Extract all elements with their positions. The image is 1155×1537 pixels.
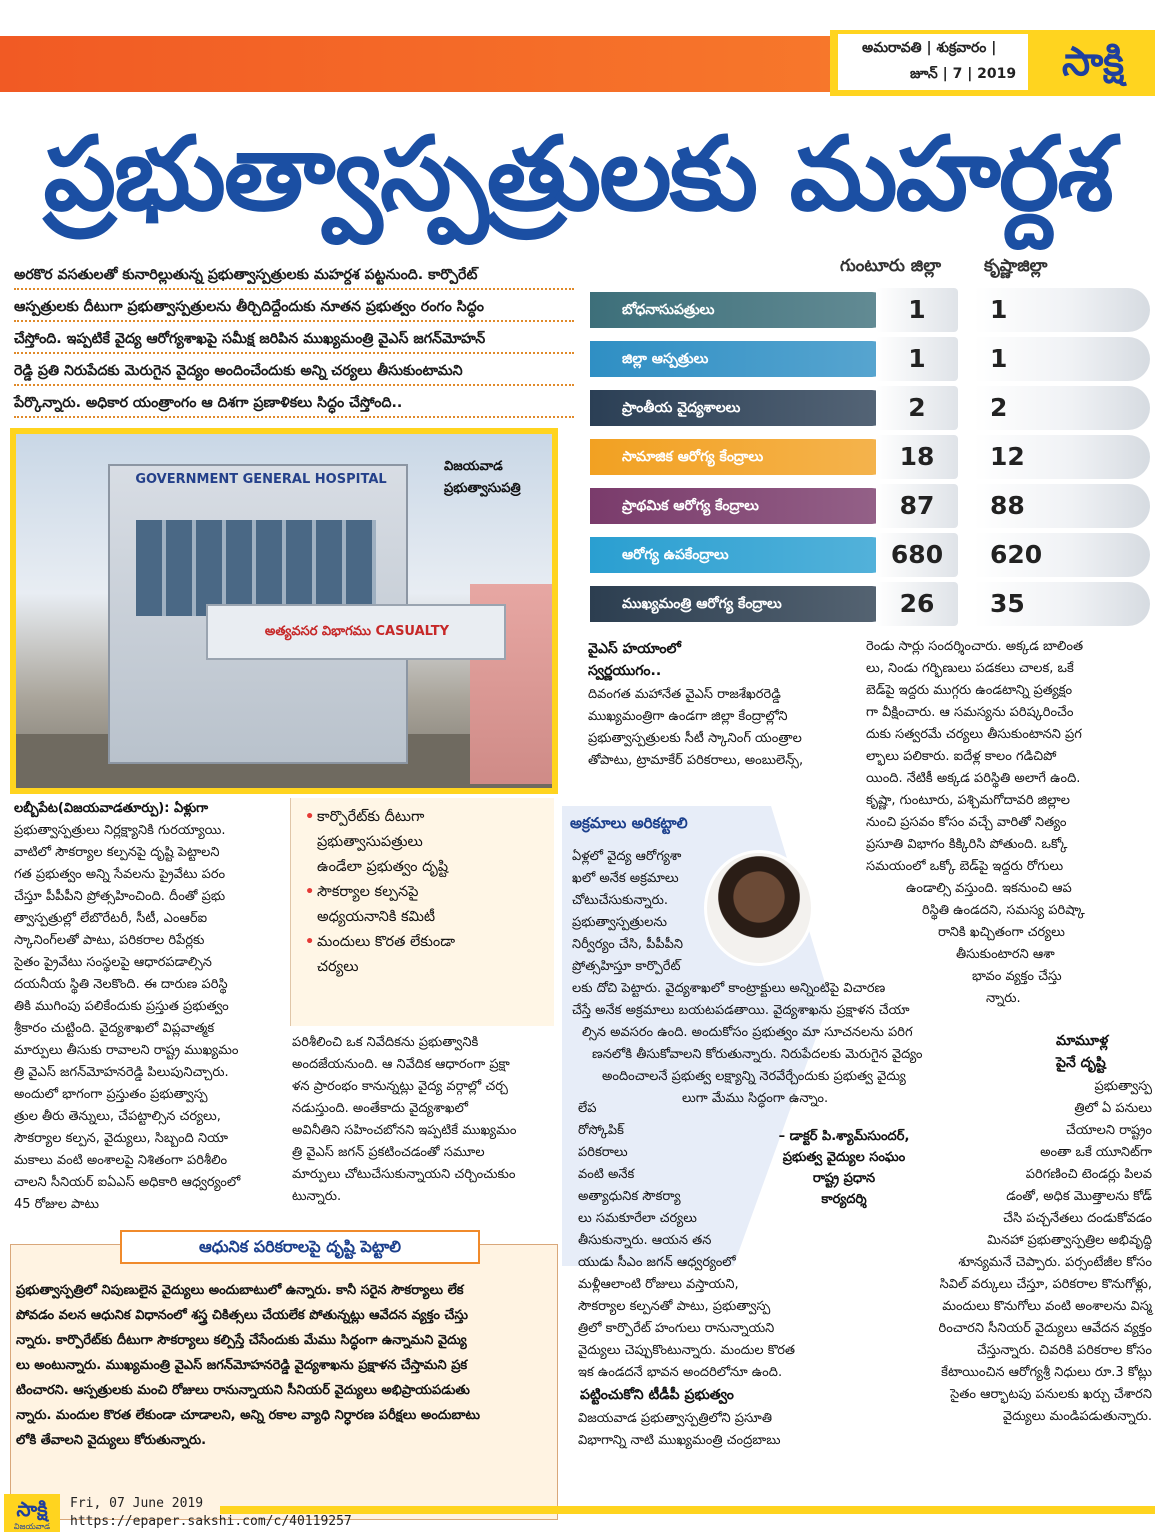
text-line: రోస్కోపిక్ xyxy=(578,1123,624,1138)
hospital-photo-frame xyxy=(10,428,558,794)
table-row xyxy=(586,386,1152,430)
highlight-text: ప్రభుత్వాసుపత్రులు xyxy=(317,834,423,850)
highlight-text: కార్పొరేట్‌కు దీటుగా xyxy=(317,809,425,825)
text-line: త్రుల తీరు తెన్నులు, చేపట్టాల్సిన చర్యలు, xyxy=(14,1109,221,1124)
article-column-right-b-lower xyxy=(852,1076,1152,1428)
highlight-text: అధ్యయనానికి కమిటీ xyxy=(317,909,436,925)
text-line: ప్రసూతి విభాగం కిక్కిరిసి పోతుంది. ఒక్కో xyxy=(866,837,1068,852)
text-line: లకు దోచి పెట్టారు. వైద్యశాఖలో కాంట్రాక్టులు అన్నింటిపై విచారణ xyxy=(572,981,886,996)
intro-line: రెడ్డి ప్రతి నిరుపేదకు మెరుగైన వైద్యం అందించేందుకు అన్ని చర్యలు తీసుకుంటామని xyxy=(14,358,574,386)
bullet-dot-icon: • xyxy=(305,884,315,900)
interview-text-wide xyxy=(572,1000,923,1110)
krishna-value: 2 xyxy=(974,386,1150,430)
article-column-right-a-lower xyxy=(572,1098,872,1384)
row-label: జిల్లా ఆస్పత్రులు xyxy=(590,341,890,377)
highlight-text: మందులు కొరత లేకుండా xyxy=(317,934,455,950)
text-line: త్రిలో ఏ పనులు xyxy=(1074,1101,1152,1116)
highlight-line xyxy=(305,831,544,854)
text-line: సౌకర్యాల కల్పనతో పాటు, ప్రభుత్వాస్ప xyxy=(578,1299,771,1314)
signature-line: – డాక్టర్ పి.శ్యామ్‌సుందర్, xyxy=(778,1129,910,1144)
text-line: వంటి అనేక xyxy=(578,1167,635,1182)
guntur-value: 680 xyxy=(876,533,958,577)
edition-date-line1: అమరావతి | శుక్రవారం | xyxy=(862,40,997,56)
text-line: ఏళ్లలో వైద్య ఆరోగ్యశా xyxy=(572,849,682,864)
highlight-text: చర్యలు xyxy=(317,959,359,975)
text-line: కృష్ణా, గుంటూరు, పశ్చిమగోదావరి జిల్లాల xyxy=(866,793,1071,808)
article-column-right-a-end xyxy=(578,1408,868,1452)
signature-line: కార్యదర్శి xyxy=(821,1192,867,1207)
highlight-line xyxy=(305,931,544,954)
text-line: చేసి పచ్చనేతలు దండుకోవడం xyxy=(1003,1211,1152,1226)
text-line: రించారని సీనియర్ వైద్యులు ఆవేదన వ్యక్తం xyxy=(938,1321,1152,1336)
text-line: పోవడం వలన ఆధునిక విధానంలో శస్త్ర చికిత్సలు చేయలేక పోతున్నట్లు ఆవేదన వ్యక్తం చేస్తు xyxy=(16,1308,469,1323)
signature-line: ప్రభుత్వ వైద్యుల సంఘం xyxy=(782,1150,906,1165)
footer-date: Fri, 07 June 2019 xyxy=(70,1496,204,1511)
row-label: ముఖ్యమంత్రి ఆరోగ్య కేంద్రాలు xyxy=(590,586,890,622)
guntur-value: 26 xyxy=(876,582,958,626)
text-line: యుడు సీఎం జగన్ ఆధ్వర్యంలో xyxy=(578,1255,736,1270)
row-label: ప్రాథమిక ఆరోగ్య కేంద్రాలు xyxy=(590,488,890,524)
krishna-value: 1 xyxy=(974,288,1150,332)
signature-line: రాష్ట్ర ప్రధాన xyxy=(812,1171,876,1186)
footer-yellow-bar xyxy=(220,1506,1155,1514)
epaper-link[interactable]: https://epaper.sakshi.com/c/40119257 xyxy=(70,1514,352,1529)
masthead xyxy=(0,0,1155,96)
subhead-tdp: పట్టించుకోని టీడీపీ ప్రభుత్వం xyxy=(580,1387,734,1403)
photo-building-windows xyxy=(136,520,376,616)
table-row xyxy=(586,435,1152,479)
row-label: బోధనాసుపత్రులు xyxy=(590,292,890,328)
text-line: నడుస్తుంది. అంతేకాదు వైద్యశాఖలో xyxy=(292,1101,469,1116)
text-line: న్నారు. కార్పొరేట్‌కు దీటుగా సౌకర్యాలు కల్పిస్తే చేసేందుకు మేము సిద్ధంగా ఉన్నామని వైద్యు xyxy=(16,1333,467,1348)
page-headline: ప్రభుత్వాస్పత్రులకు మహర్దశ xyxy=(43,114,1112,234)
hospital-photo xyxy=(16,434,552,788)
text-line: రానికి ఖచ్చితంగా చర్యలు xyxy=(938,925,1065,940)
text-line: ఉండాల్సి వస్తుంది. ఇకనుంచి ఆప xyxy=(906,881,1072,896)
highlight-text: సౌకర్యాల కల్పనపై xyxy=(317,884,419,900)
text-line: సైతం ఆర్భాటపు పనులకు ఖర్చు చేశారని xyxy=(950,1387,1152,1402)
subhead-ys-era xyxy=(588,638,681,682)
text-line: దుకు సత్వరమే చర్యలు తీసుకుంటానని ప్రగ xyxy=(866,727,1082,742)
text-line: తికి ముగింపు పలికేందుకు ప్రస్తుత ప్రభుత్వం xyxy=(14,999,229,1014)
highlight-line xyxy=(305,906,544,929)
article-column-right-a xyxy=(588,684,864,772)
text-line: మినహా ప్రభుత్వాస్పత్రిల అభివృద్ధి xyxy=(987,1233,1152,1248)
highlight-item xyxy=(305,806,544,879)
text-line: తోపాటు, ట్రామాకేర్ పరికరాలు, అంబులెన్స్, xyxy=(588,753,804,768)
text-line: న్నారు. xyxy=(986,991,1021,1006)
text-line: లేప xyxy=(578,1101,597,1116)
text-line: ముఖ్యమంత్రిగా ఉండగా జిల్లా కేంద్రాల్లోని xyxy=(588,709,788,724)
text-line: గా వీక్షించారు. ఆ సమస్యను పరిష్కరించేం xyxy=(866,705,1074,720)
text-line: ఖలో అనేక అక్రమాలు xyxy=(572,871,679,886)
highlight-item xyxy=(305,881,544,929)
text-line: శూన్యమనే చెప్పారు. పర్సంటేజీల కోసం xyxy=(958,1255,1152,1270)
text-line: టున్నారు. xyxy=(292,1189,342,1204)
interview-text-narrow xyxy=(572,846,886,1000)
highlight-line xyxy=(305,856,544,879)
text-line: అత్యాధునిక సౌకర్యా xyxy=(578,1189,681,1204)
table-row xyxy=(586,337,1152,381)
bullet-dot-icon: • xyxy=(305,809,315,825)
bottom-story-text xyxy=(16,1278,556,1453)
text-line: అందించాలనే ప్రభుత్వ లక్ష్యాన్ని నెరవేర్చేందుకు ప్రభుత్వ వైద్యు xyxy=(602,1069,906,1084)
footer-sakshi-logo: సాక్షి xyxy=(4,1494,60,1532)
intro-line: ఆస్పత్రులకు దీటుగా ప్రభుత్వాస్పత్రులను తీర్చిదిద్దేందుకు నూతన ప్రభుత్వం రంగం సిద్ధం xyxy=(14,294,574,322)
masthead-orange-band xyxy=(0,36,830,92)
text-line: ప్రభుత్వాస్ప xyxy=(1094,1079,1152,1094)
text-line: టించారని. ఆస్పత్రులకు మంచి రోజులు రానున్నాయని సీనియర్ వైద్యులు అభిప్రాయపడుతు xyxy=(16,1383,470,1398)
text-line: సైతం ప్రైవేటు సంస్థలపై ఆధారపడాల్సిన xyxy=(14,955,212,970)
table-row xyxy=(586,533,1152,577)
highlight-line xyxy=(305,881,544,904)
hospital-count-table xyxy=(586,284,1152,630)
page-footer xyxy=(0,1494,1155,1537)
krishna-value: 620 xyxy=(974,533,1150,577)
row-label: ప్రాంతీయ వైద్యశాలలు xyxy=(590,390,890,426)
text-line: లు సమకూరేలా చర్యలు xyxy=(578,1211,697,1226)
text-line: చేస్తూ పీపీపీని ప్రోత్సహించింది. దీంతో ప్రభు xyxy=(14,889,226,904)
intro-line: అరకొర వసతులతో కునారిల్లుతున్న ప్రభుత్వాస్పత్రులకు మహర్దశ పట్టనుంది. కార్పొరేట్ xyxy=(14,262,574,290)
highlight-line xyxy=(305,956,544,979)
guntur-value: 1 xyxy=(876,288,958,332)
text-line: నిర్వీర్యం చేసి, పీపీపీని xyxy=(572,937,684,952)
text-line: ళన ప్రారంభం కానున్నట్లు వైద్య వర్గాల్లో చర్చ xyxy=(292,1079,508,1094)
highlight-line xyxy=(305,806,544,829)
krishna-value: 35 xyxy=(974,582,1150,626)
intro-paragraph xyxy=(14,262,574,422)
text-line: మళ్లీఆలాంటి రోజులు వస్తాయని, xyxy=(578,1277,739,1292)
text-line: లు, నిండు గర్భిణులు పడకలు చాలక, ఒకే xyxy=(866,661,1074,676)
text-line: పరికరాలు xyxy=(578,1145,628,1160)
text-line: త్రిలో కార్పొరేట్ హంగులు రానున్నాయని xyxy=(578,1321,775,1336)
text-line: ల్భాలు పలికారు. ఐదేళ్ల కాలం గడిచిపో xyxy=(866,749,1057,764)
text-line: వైద్యులు మండిపడుతున్నారు. xyxy=(1002,1409,1152,1424)
text-line: మకాలు వంటి అంశాలపై నిశితంగా పరిశీలిం xyxy=(14,1153,228,1168)
text-line: అందులో భాగంగా ప్రస్తుతం ప్రభుత్వాస్ప xyxy=(14,1087,208,1102)
text-line: చేస్తే అనేక అక్రమాలు బయటపడతాయి. వైద్యశాఖను ప్రక్షాళన చేయా xyxy=(572,1003,910,1018)
text-line: సౌకర్యాల కల్పన, వైద్యులు, సిబ్బంది నియా xyxy=(14,1131,228,1146)
text-line: డంతో, అధిక మొత్తాలను కోడ్ xyxy=(1006,1189,1152,1204)
krishna-value: 12 xyxy=(974,435,1150,479)
article-column-left xyxy=(14,798,286,1216)
text-line: వైద్యులు చెప్పుకొంటున్నారు. మందుల కొరత xyxy=(578,1343,796,1358)
krishna-value: 88 xyxy=(974,484,1150,528)
text-line: చోటుచేసుకున్నారు. xyxy=(572,893,669,908)
subhead-kickbacks xyxy=(1056,1030,1108,1074)
guntur-value: 1 xyxy=(876,337,958,381)
table-row xyxy=(586,582,1152,626)
subhead-line: వైఎస్ హయాంలో xyxy=(588,641,681,657)
footer-logo-edition: విజయవాడ xyxy=(13,1522,51,1531)
article-column-middle xyxy=(292,1032,558,1208)
text-line: మార్పులు తీసుకు రావాలని రాష్ట్ర ముఖ్యమం xyxy=(14,1043,239,1058)
text-line: యింది. నేటికీ అక్కడ పరిస్థితి అలాగే ఉంది. xyxy=(866,771,1081,786)
text-line: బెడ్‌పై ఇద్దరు ముగ్గరు ఉండటాన్ని ప్రత్యక్షం xyxy=(866,683,1073,698)
hospital-sign: GOVERNMENT GENERAL HOSPITAL xyxy=(135,472,387,487)
article-column-right-b xyxy=(866,636,1152,1010)
text-line: ల్సిన అవసరం ఉంది. అందుకోసం ప్రభుత్వం మా సూచనలను పరిగ xyxy=(582,1025,913,1040)
text-line: దయనీయ స్థితి నెలకొంది. ఈ దారుణ పరిస్థి xyxy=(14,977,228,992)
text-line: ణనలోకి తీసుకోవాలని కోరుతున్నారు. నిరుపేదలకు మెరుగైన వైద్యం xyxy=(592,1047,923,1062)
photo-caption-line2: ప్రభుత్వాసుపత్రి xyxy=(444,481,521,496)
bullet-dot-icon: • xyxy=(305,934,315,950)
table-row xyxy=(586,484,1152,528)
text-line: నుంచి ప్రసవం కోసం వచ్చే వారితో నిత్యం xyxy=(866,815,1067,830)
subhead-line: మామూళ్ల xyxy=(1056,1033,1109,1049)
text-line: ఇక ఉండదనే భావన అందరిలోనూ ఉంది. xyxy=(578,1365,783,1380)
text-line: త్వాస్పత్రుల్లో లేబొరేటరీ, సీటీ, ఎంఆర్ఐ xyxy=(14,911,208,926)
casualty-sign: అత్యవసర విభాగము CASUALTY xyxy=(264,624,450,639)
text-line: మార్పులు చోటుచేసుకున్నాయని చర్చించుకుం xyxy=(292,1167,516,1182)
table-header-krishna: కృష్ణాజిల్లా xyxy=(984,256,1048,276)
bottom-story-title: ఆధునిక పరికరాలపై దృష్టి పెట్టాలి xyxy=(120,1230,480,1264)
row-label: ఆరోగ్య ఉపకేంద్రాలు xyxy=(590,537,890,573)
text-line: లుగా మేము సిద్ధంగా ఉన్నాం. xyxy=(682,1091,829,1106)
text-line: విజయవాడ ప్రభుత్వాస్పత్రిలోని ప్రసూతి xyxy=(578,1411,773,1426)
text-line: అందజేయనుంది. ఆ నివేదిక ఆధారంగా ప్రక్షా xyxy=(292,1057,510,1072)
text-line: ప్రభుత్వాస్పత్రులు నిర్లక్ష్యానికి గురయ్యాయి. xyxy=(14,823,226,838)
table-header-guntur: గుంటూరు జిల్లా xyxy=(840,256,941,276)
text-line: ప్రభుత్వాస్పత్రులకు సీటీ స్కానింగ్ యంత్రాల xyxy=(588,731,802,746)
row-label: సామాజిక ఆరోగ్య కేంద్రాలు xyxy=(590,439,890,475)
intro-line: పేర్కొన్నారు. అధికార యంత్రాంగం ఆ దిశగా ప్రణాళికలు సిద్ధం చేస్తోంది.. xyxy=(14,390,574,418)
photo-caption-line1: విజయవాడ xyxy=(444,459,503,474)
text-line: సమయంలో ఒక్కో బెడ్‌పై ఇద్దరు రోగులు xyxy=(866,859,1064,874)
text-line: వాటిలో సౌకర్యాల కల్పనపై దృష్టి పెట్టాలని xyxy=(14,845,220,860)
text-line: చేస్తున్నారు. చివరికి పరికరాల కోసం xyxy=(976,1343,1152,1358)
text-line: పరిశీలించి ఒక నివేదికను ప్రభుత్వానికి xyxy=(292,1035,479,1050)
photo-caption xyxy=(444,456,552,500)
text-line: అంతా ఒకే యూనిట్‌గా xyxy=(1040,1145,1152,1160)
text-line: శ్రీకారం చుట్టింది. వైద్యశాఖలో విప్లవాత్మక xyxy=(14,1021,215,1036)
text-line: త్రి వైఎస్ జగన్ ప్రకటించడంతో సమూల xyxy=(292,1145,485,1160)
text-line: విభాగాన్ని నాటి ముఖ్యమంత్రి చంద్రబాబు xyxy=(578,1433,781,1448)
text-line: స్కానింగ్‌లతో పాటు, పరికరాల రిపేర్లకు xyxy=(14,933,205,948)
text-line: ప్రోత్సహిస్తూ కార్పొరేట్ xyxy=(572,959,681,974)
text-line: ప్రభుత్వాస్పత్రిలో నిపుణులైన వైద్యులు అందుబాటులో ఉన్నారు. కానీ సరైన సౌకర్యాలు లేక xyxy=(16,1283,464,1298)
text-line: భావం వ్యక్తం చేస్తు xyxy=(972,969,1062,984)
text-line: సివిల్ వర్కులు చేస్తూ, పరికరాల కొనుగోళ్లు, xyxy=(939,1277,1152,1292)
text-line: రెండు సార్లు సందర్శించారు. అక్కడ బాలింత xyxy=(866,639,1084,654)
text-line: రిస్థితి ఉండదని, సమస్య పరిష్కా xyxy=(922,903,1085,918)
text-line: లు అంటున్నారు. ముఖ్యమంత్రి వైఎస్ జగన్‌మోహనరెడ్డి వైద్యశాఖను ప్రక్షాళన చేస్తామని ప్రక xyxy=(16,1358,468,1373)
text-line: దివంగత మహానేత వైఎస్ రాజశేఖరరెడ్డి xyxy=(588,687,781,702)
highlight-item xyxy=(305,931,544,979)
subhead-line: పైనే దృష్టి xyxy=(1056,1055,1106,1071)
text-line: ప్రభుత్వాస్పత్రులను xyxy=(572,915,667,930)
highlight-text: ఉండేలా ప్రభుత్వం దృష్టి xyxy=(317,859,449,875)
guntur-value: 87 xyxy=(876,484,958,528)
text-line: చేయాలని రాష్ట్రం xyxy=(1065,1123,1152,1138)
text-line: తీసుకుంటారని ఆశా xyxy=(956,947,1055,962)
krishna-value: 1 xyxy=(974,337,1150,381)
guntur-value: 18 xyxy=(876,435,958,479)
sakshi-logo: సాక్షి xyxy=(1061,38,1125,85)
text-line: అవినీతిని సహించబోనని ఇప్పటికే ముఖ్యమం xyxy=(292,1123,517,1138)
interview-title: అక్రమాలు అరికట్టాలి xyxy=(570,814,688,832)
highlights-box xyxy=(290,798,554,1026)
text-line: లోకి తేవాలని వైద్యులు కోరుతున్నారు. xyxy=(16,1433,207,1448)
subhead-line: స్వర్ణయుగం.. xyxy=(588,663,662,679)
edition-date-line2: జూన్ | 7 | 2019 xyxy=(910,66,1017,82)
text-line: లబ్బీపేట(విజయవాడతూర్పు): ఏళ్లుగా xyxy=(14,801,209,816)
text-line: 45 రోజుల పాటు xyxy=(14,1197,99,1212)
table-row xyxy=(586,288,1152,332)
text-line: మందులు కొనుగోలు వంటి అంశాలను విస్మ xyxy=(942,1299,1152,1314)
text-line: చాలని సీనియర్ ఐఏఎస్ అధికారి ఆధ్వర్యంలో xyxy=(14,1175,241,1190)
text-line: న్నారు. మందుల కొరత లేకుండా చూడాలని, అన్ని రకాల వ్యాధి నిర్ధారణ పరీక్షలు అందుబాటు xyxy=(16,1408,480,1423)
text-line: కేటాయించిన ఆరోగ్యశ్రీ నిధులు రూ.3 కోట్లు xyxy=(941,1365,1152,1380)
guntur-value: 2 xyxy=(876,386,958,430)
text-line: తీసుకున్నారు. ఆయన తన xyxy=(578,1233,712,1248)
text-line: త్రి వైఎస్ జగన్‌మోహనరెడ్డి పిలుపునిచ్చారు. xyxy=(14,1065,229,1080)
text-line: పరిగణించి టెండర్లు పిలవ xyxy=(1025,1167,1152,1182)
text-line: గత ప్రభుత్వం అన్ని సేవలను ప్రైవేటు పరం xyxy=(14,867,226,882)
intro-line: చేస్తోంది. ఇప్పటికే వైద్య ఆరోగ్యశాఖపై సమీక్ష జరిపిన ముఖ్యమంత్రి వైఎస్ జగన్‌మోహన్ xyxy=(14,326,574,354)
